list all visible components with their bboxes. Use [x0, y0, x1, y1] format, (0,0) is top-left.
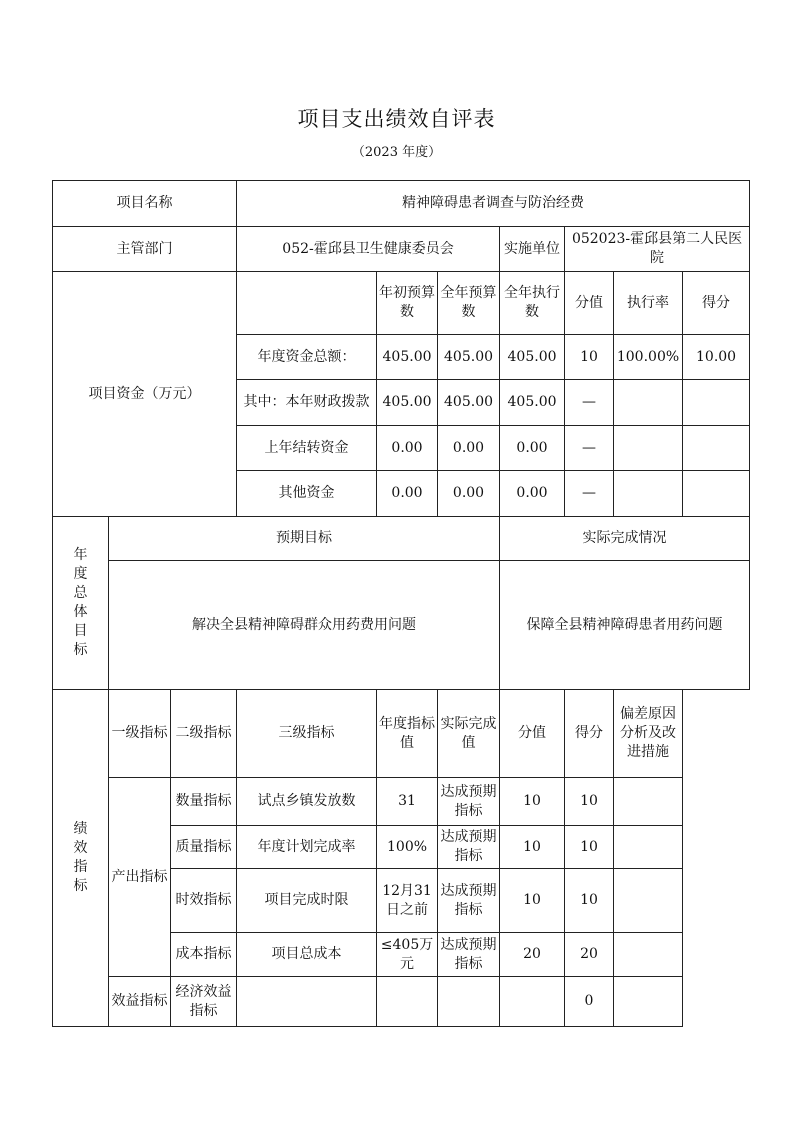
project-name-row: [53, 181, 750, 227]
funds-score-value-cell: —: [565, 426, 614, 471]
score-value-cell: 20: [500, 933, 565, 977]
deviation-cell: [614, 869, 683, 933]
funds-header-rate: 执行率: [614, 272, 683, 335]
level3-cell: [237, 977, 377, 1027]
project-name-label: 项目名称: [53, 181, 237, 227]
deviation-cell: [614, 778, 683, 826]
funds-row-label: 年度资金总额：: [237, 335, 377, 380]
indicators-label-cell: [53, 690, 109, 1027]
level3-cell: 年度计划完成率: [237, 826, 377, 869]
goals-label: 年度总体目标: [73, 547, 88, 658]
deviation-cell: [614, 826, 683, 869]
deviation-cell: [614, 933, 683, 977]
goals-actual-header: 实际完成情况: [500, 517, 750, 561]
funds-header-full: 全年预算数: [438, 272, 500, 335]
indicator-header-deviation: 偏差原因分析及改进措施: [614, 690, 683, 778]
score-cell: 20: [565, 933, 614, 977]
deviation-cell: [614, 977, 683, 1027]
level3-cell: 项目总成本: [237, 933, 377, 977]
level2-cell: 经济效益指标: [171, 977, 237, 1027]
level2-cell: 数量指标: [171, 778, 237, 826]
actual-cell: [438, 977, 500, 1027]
actual-cell: 达成预期指标: [438, 778, 500, 826]
funds-initial-cell: 405.00: [377, 380, 438, 426]
project-name-value: 精神障碍患者调查与防治经费: [237, 181, 750, 227]
page-title: 项目支出绩效自评表: [297, 107, 496, 131]
indicator-header-level2: 二级指标: [171, 690, 237, 778]
funds-executed-cell: 405.00: [500, 380, 565, 426]
funds-row-label: 其他资金: [237, 471, 377, 517]
funds-header-score: 得分: [683, 272, 750, 335]
indicators-label: 绩效指标: [73, 821, 88, 894]
score-cell: 10: [565, 826, 614, 869]
funds-header-executed: 全年执行数: [500, 272, 565, 335]
level2-cell: 时效指标: [171, 869, 237, 933]
funds-row-label: 其中：本年财政拨款: [237, 380, 377, 426]
target-cell: 31: [377, 778, 438, 826]
funds-rate-cell: [614, 426, 683, 471]
level2-cell: 成本指标: [171, 933, 237, 977]
indicator-header-target: 年度指标值: [377, 690, 438, 778]
level2-cell: 质量指标: [171, 826, 237, 869]
score-cell: 10: [565, 778, 614, 826]
funds-header-initial: 年初预算数: [377, 272, 438, 335]
actual-cell: 达成预期指标: [438, 933, 500, 977]
score-cell: 0: [565, 977, 614, 1027]
funds-score-cell: 10.00: [683, 335, 750, 380]
target-cell: 100%: [377, 826, 438, 869]
score-value-cell: 10: [500, 826, 565, 869]
funds-executed-cell: 0.00: [500, 471, 565, 517]
indicator-row-economic-benefit: [53, 977, 750, 1027]
indicator-header-actual: 实际完成值: [438, 690, 500, 778]
goals-header-row: [53, 517, 750, 561]
level3-cell: 项目完成时限: [237, 869, 377, 933]
funds-full-cell: 0.00: [438, 426, 500, 471]
goals-actual-text: 保障全县精神障碍患者用药问题: [500, 561, 750, 690]
indicator-header-row: [53, 690, 750, 778]
funds-score-cell: [683, 380, 750, 426]
page-subtitle: （2023 年度）: [351, 145, 442, 160]
funds-rate-cell: 100.00%: [614, 335, 683, 380]
funds-initial-cell: 0.00: [377, 426, 438, 471]
goals-expected-text: 解决全县精神障碍群众用药费用问题: [109, 561, 500, 690]
funds-header-score-value: 分值: [565, 272, 614, 335]
funds-score-value-cell: —: [565, 380, 614, 426]
funds-label: 项目资金（万元）: [53, 272, 237, 517]
self-evaluation-table: [52, 180, 750, 1027]
funds-full-cell: 405.00: [438, 335, 500, 380]
funds-executed-cell: 0.00: [500, 426, 565, 471]
score-value-cell: 10: [500, 869, 565, 933]
funds-header-row: [53, 272, 750, 335]
score-value-cell: 10: [500, 778, 565, 826]
goals-expected-header: 预期目标: [109, 517, 500, 561]
indicator-header-score-value: 分值: [500, 690, 565, 778]
implementer-value: 052023-霍邱县第二人民医院: [565, 227, 750, 272]
score-cell: 10: [565, 869, 614, 933]
funds-full-cell: 405.00: [438, 380, 500, 426]
indicator-header-level3: 三级指标: [237, 690, 377, 778]
benefit-indicator-label: 效益指标: [109, 977, 171, 1027]
funds-row-label: 上年结转资金: [237, 426, 377, 471]
department-value: 052-霍邱县卫生健康委员会: [237, 227, 500, 272]
target-cell: ≤405万元: [377, 933, 438, 977]
actual-cell: 达成预期指标: [438, 869, 500, 933]
funds-score-value-cell: 10: [565, 335, 614, 380]
funds-rate-cell: [614, 380, 683, 426]
funds-initial-cell: 405.00: [377, 335, 438, 380]
goals-content-row: [53, 561, 750, 690]
level3-cell: 试点乡镇发放数: [237, 778, 377, 826]
department-label: 主管部门: [53, 227, 237, 272]
funds-score-cell: [683, 426, 750, 471]
goals-label-cell: [53, 517, 109, 690]
funds-initial-cell: 0.00: [377, 471, 438, 517]
indicator-header-score: 得分: [565, 690, 614, 778]
department-row: [53, 227, 750, 272]
funds-score-cell: [683, 471, 750, 517]
score-value-cell: [500, 977, 565, 1027]
indicator-row-quantity: [53, 778, 750, 826]
funds-header-blank: [237, 272, 377, 335]
funds-score-value-cell: —: [565, 471, 614, 517]
funds-full-cell: 0.00: [438, 471, 500, 517]
indicator-header-level1: 一级指标: [109, 690, 171, 778]
target-cell: 12月31日之前: [377, 869, 438, 933]
actual-cell: 达成预期指标: [438, 826, 500, 869]
output-indicator-label: 产出指标: [109, 778, 171, 977]
implementer-label: 实施单位: [500, 227, 565, 272]
funds-executed-cell: 405.00: [500, 335, 565, 380]
funds-rate-cell: [614, 471, 683, 517]
target-cell: [377, 977, 438, 1027]
